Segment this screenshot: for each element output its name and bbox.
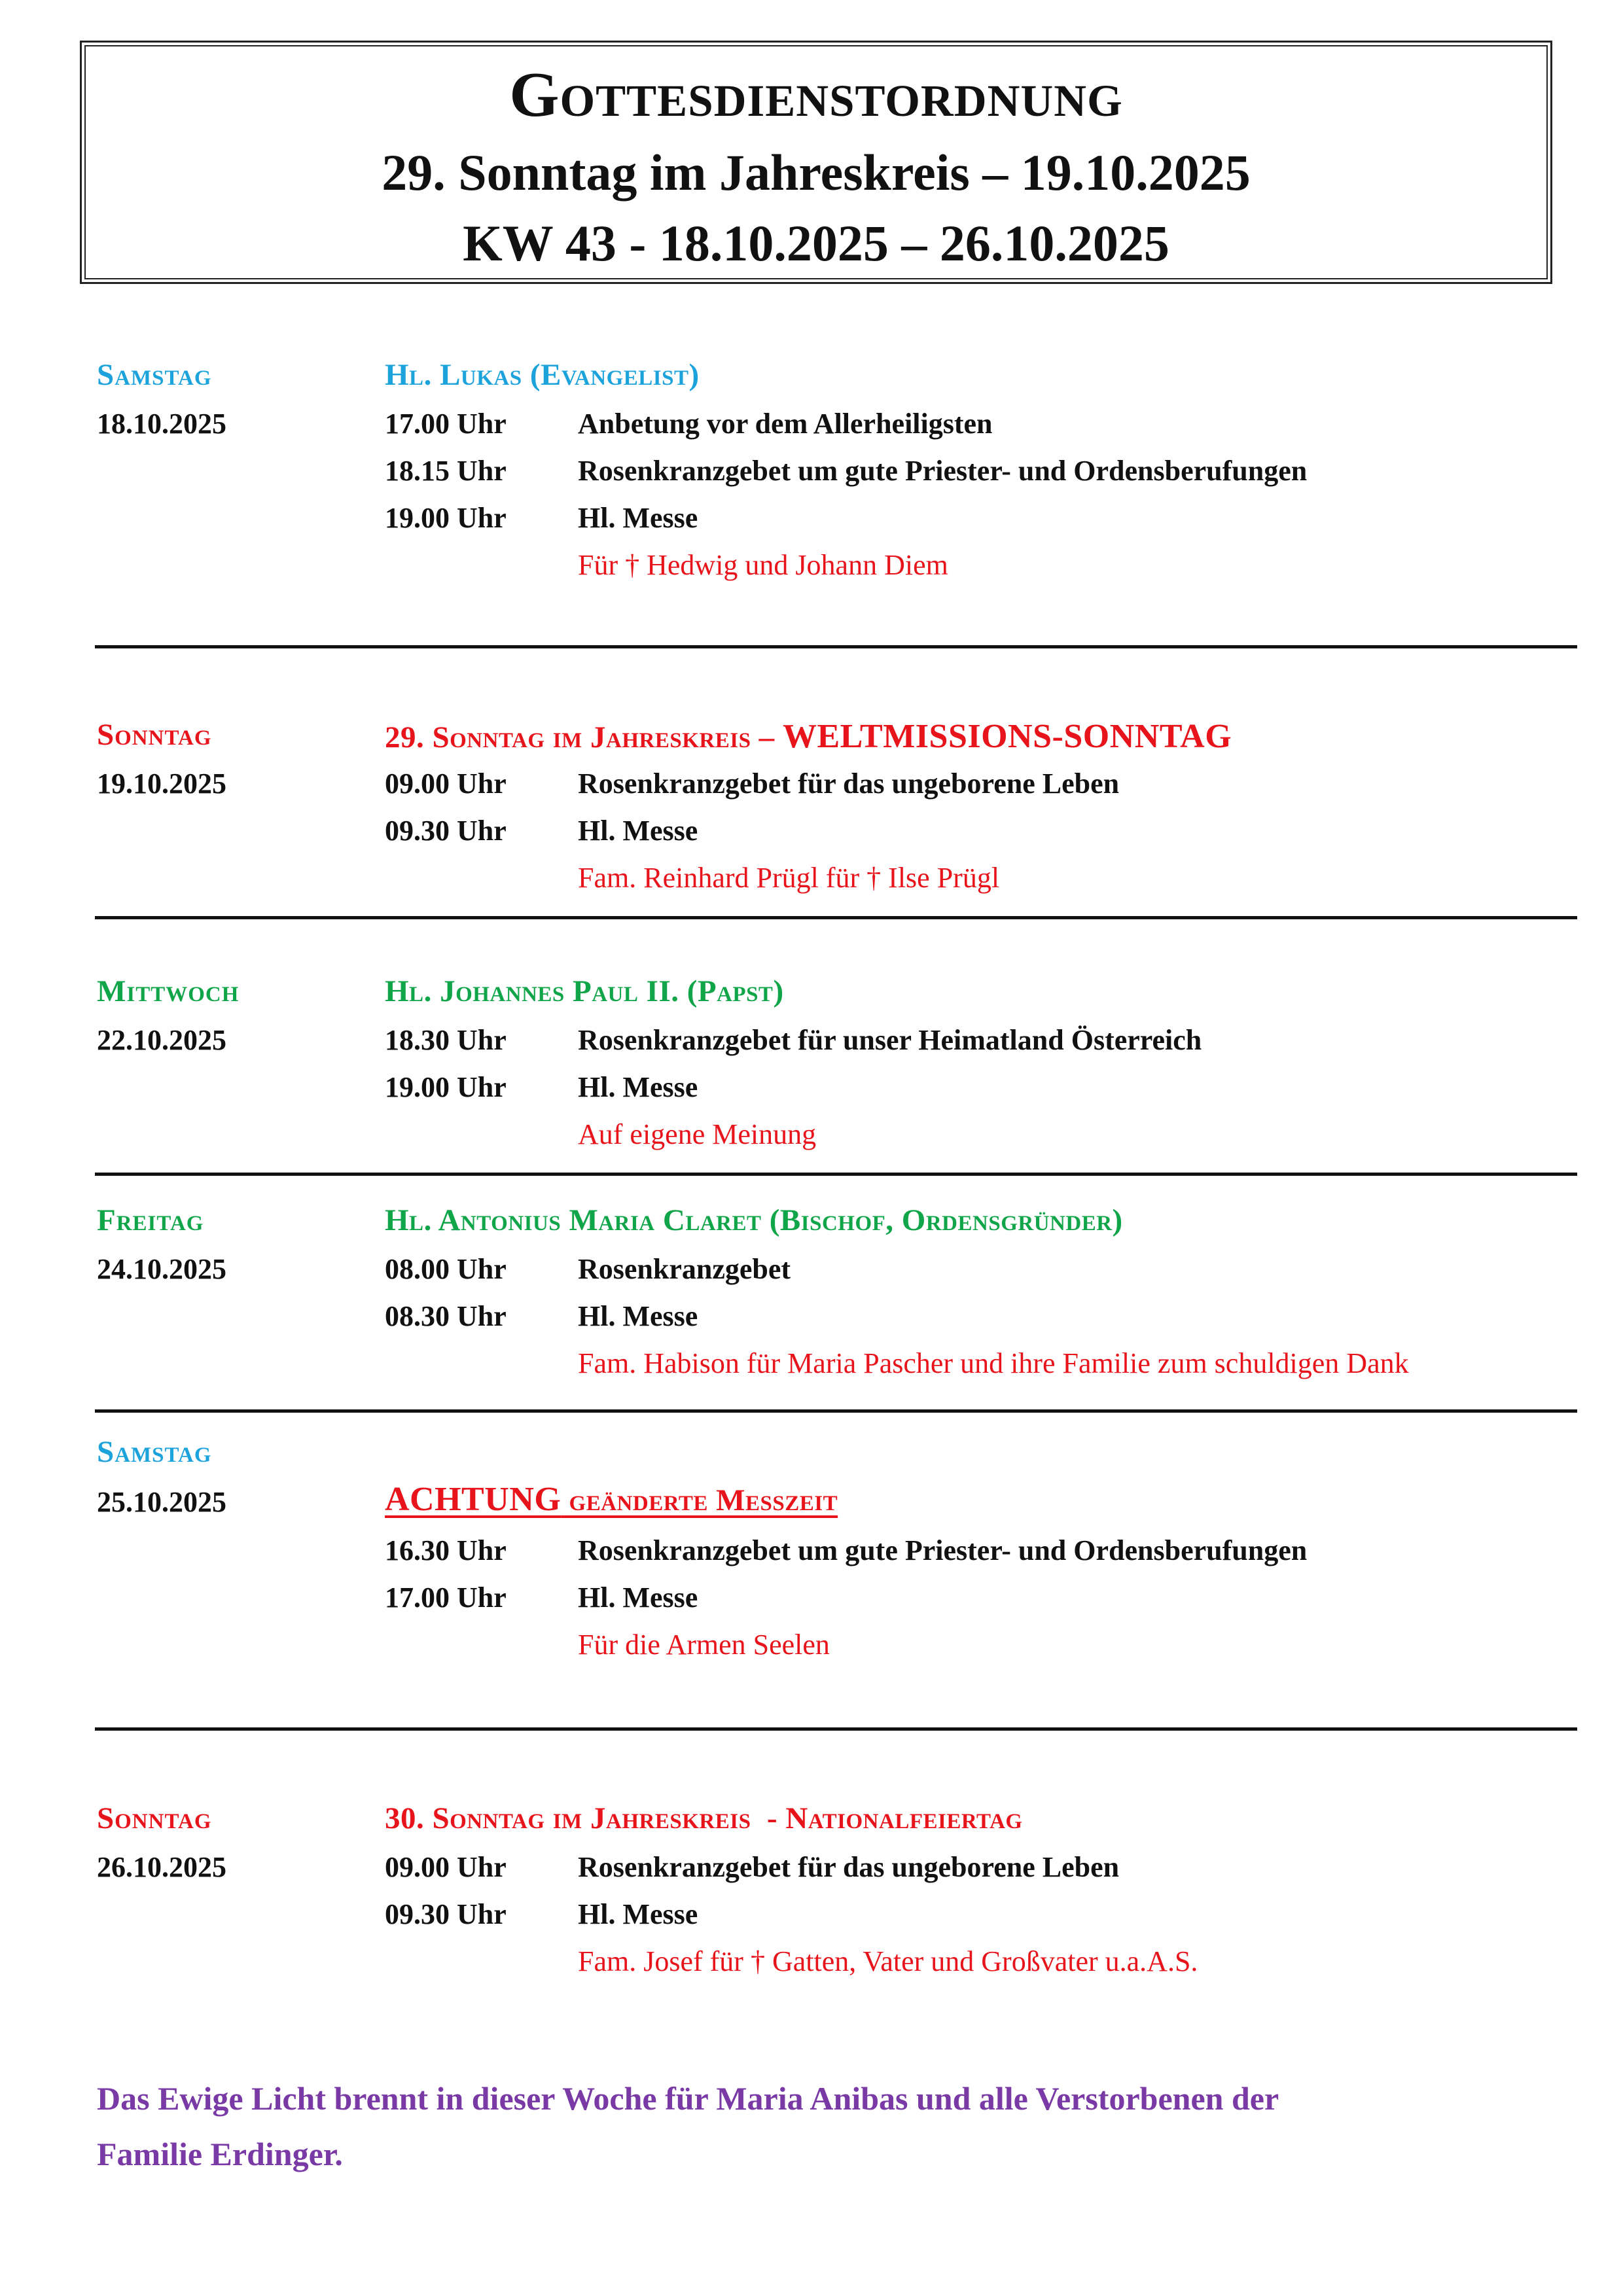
day-name: Freitag	[97, 1203, 204, 1237]
divider	[95, 1173, 1577, 1176]
eternal-light-note	[97, 2071, 1556, 2182]
eternal-light-line-1: Das Ewige Licht brennt in dieser Woche für Maria Anibas und alle Verstorbenen der	[97, 2080, 1279, 2117]
mass-intention: Fam. Habison für Maria Pascher und ihre Familie zum schuldigen Dank	[578, 1347, 1409, 1379]
day-name: Samstag	[97, 1435, 212, 1469]
divider	[95, 645, 1577, 648]
event-time: 08.00 Uhr	[385, 1253, 507, 1285]
feast-title: Hl. Antonius Maria Claret (Bischof, Ordensgründer)	[385, 1203, 1123, 1237]
event-description: Rosenkranzgebet für unser Heimatland Österreich	[578, 1024, 1202, 1056]
event-time: 18.15 Uhr	[385, 455, 507, 487]
day-date: 25.10.2025	[97, 1486, 226, 1518]
day-name: Mittwoch	[97, 974, 240, 1008]
event-time: 09.00 Uhr	[385, 768, 507, 800]
mass-intention: Fam. Josef für † Gatten, Vater und Großvater u.a.A.S.	[578, 1945, 1198, 1977]
event-description: Rosenkranzgebet um gute Priester- und Ordensberufungen	[578, 455, 1308, 487]
event-time: 19.00 Uhr	[385, 502, 507, 534]
page-subtitle-week: KW 43 - 18.10.2025 – 26.10.2025	[463, 215, 1169, 272]
mass-intention: Fam. Reinhard Prügl für † Ilse Prügl	[578, 862, 1000, 894]
day-name: Samstag	[97, 358, 212, 392]
event-description: Hl. Messe	[578, 1071, 698, 1103]
day-date: 26.10.2025	[97, 1851, 226, 1883]
header-box	[80, 41, 1552, 284]
day-name: Sonntag	[97, 1801, 212, 1835]
event-time: 08.30 Uhr	[385, 1300, 507, 1332]
divider	[95, 1727, 1577, 1731]
eternal-light-line-2: Familie Erdinger.	[97, 2136, 343, 2172]
page-title: Gottesdienstordnung	[509, 60, 1123, 130]
day-date: 24.10.2025	[97, 1253, 226, 1285]
event-description: Rosenkranzgebet für das ungeborene Leben	[578, 768, 1120, 800]
day-name: Sonntag	[97, 718, 212, 752]
day-date: 18.10.2025	[97, 408, 226, 440]
mass-intention: Für die Armen Seelen	[578, 1629, 830, 1661]
page-subtitle-sunday: 29. Sonntag im Jahreskreis – 19.10.2025	[382, 144, 1251, 201]
event-time: 17.00 Uhr	[385, 1581, 507, 1614]
event-description: Rosenkranzgebet	[578, 1253, 791, 1285]
day-date: 22.10.2025	[97, 1024, 226, 1056]
event-description: Hl. Messe	[578, 1300, 698, 1332]
feast-title: 29. Sonntag im Jahreskreis – WELTMISSIONS-SONNTAG	[385, 718, 1232, 755]
mass-intention: Für † Hedwig und Johann Diem	[578, 549, 948, 581]
event-time: 09.30 Uhr	[385, 815, 507, 847]
event-description: Rosenkranzgebet um gute Priester- und Ordensberufungen	[578, 1534, 1308, 1566]
event-time: 09.00 Uhr	[385, 1851, 507, 1883]
event-description: Hl. Messe	[578, 502, 698, 534]
event-description: Rosenkranzgebet für das ungeborene Leben	[578, 1851, 1120, 1883]
event-description: Hl. Messe	[578, 1581, 698, 1614]
event-time: 17.00 Uhr	[385, 408, 507, 440]
event-time: 19.00 Uhr	[385, 1071, 507, 1103]
event-description: Anbetung vor dem Allerheiligsten	[578, 408, 993, 440]
time-change-notice: ACHTUNG geänderte Messzeit	[385, 1481, 838, 1518]
event-time: 16.30 Uhr	[385, 1534, 507, 1566]
feast-title: Hl. Johannes Paul II. (Papst)	[385, 974, 784, 1008]
mass-intention: Auf eigene Meinung	[578, 1118, 817, 1150]
event-description: Hl. Messe	[578, 1898, 698, 1930]
feast-title: Hl. Lukas (Evangelist)	[385, 358, 700, 392]
event-description: Hl. Messe	[578, 815, 698, 847]
day-date: 19.10.2025	[97, 768, 226, 800]
feast-title: 30. Sonntag im Jahreskreis - Nationalfeiertag	[385, 1801, 1023, 1835]
divider	[95, 916, 1577, 919]
event-time: 18.30 Uhr	[385, 1024, 507, 1056]
event-time: 09.30 Uhr	[385, 1898, 507, 1930]
divider	[95, 1409, 1577, 1413]
